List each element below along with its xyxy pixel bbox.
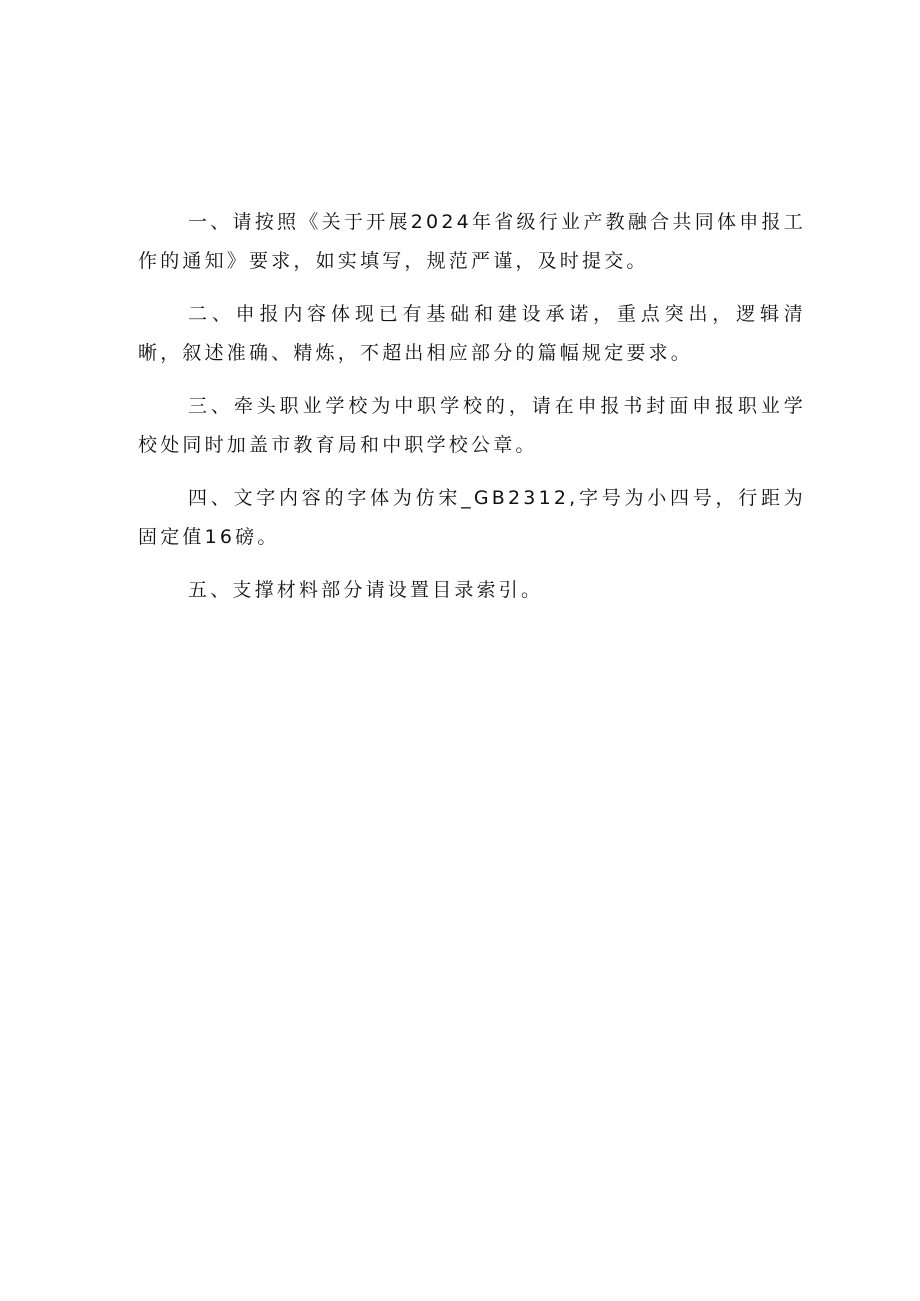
instruction-paragraph-1: 一、请按照《关于开展2024年省级行业产教融合共同体申报工作的通知》要求，如实填写，规范严谨，及时提交。 xyxy=(138,211,806,272)
instruction-paragraph-2: 二、申报内容体现已有基础和建设承诺，重点突出，逻辑清晰，叙述准确、精炼，不超出相应部分的篇幅规定要求。 xyxy=(138,303,806,364)
instruction-paragraph-3: 三、牵头职业学校为中职学校的，请在申报书封面申报职业学校处同时加盖市教育局和中职学校公章。 xyxy=(138,395,806,456)
instructions-body xyxy=(138,203,806,624)
instruction-paragraph-5: 五、支撑材料部分请设置目录索引。 xyxy=(188,579,544,601)
instruction-paragraph-4: 四、文字内容的字体为仿宋_GB2312,字号为小四号，行距为固定值16磅。 xyxy=(138,487,806,548)
